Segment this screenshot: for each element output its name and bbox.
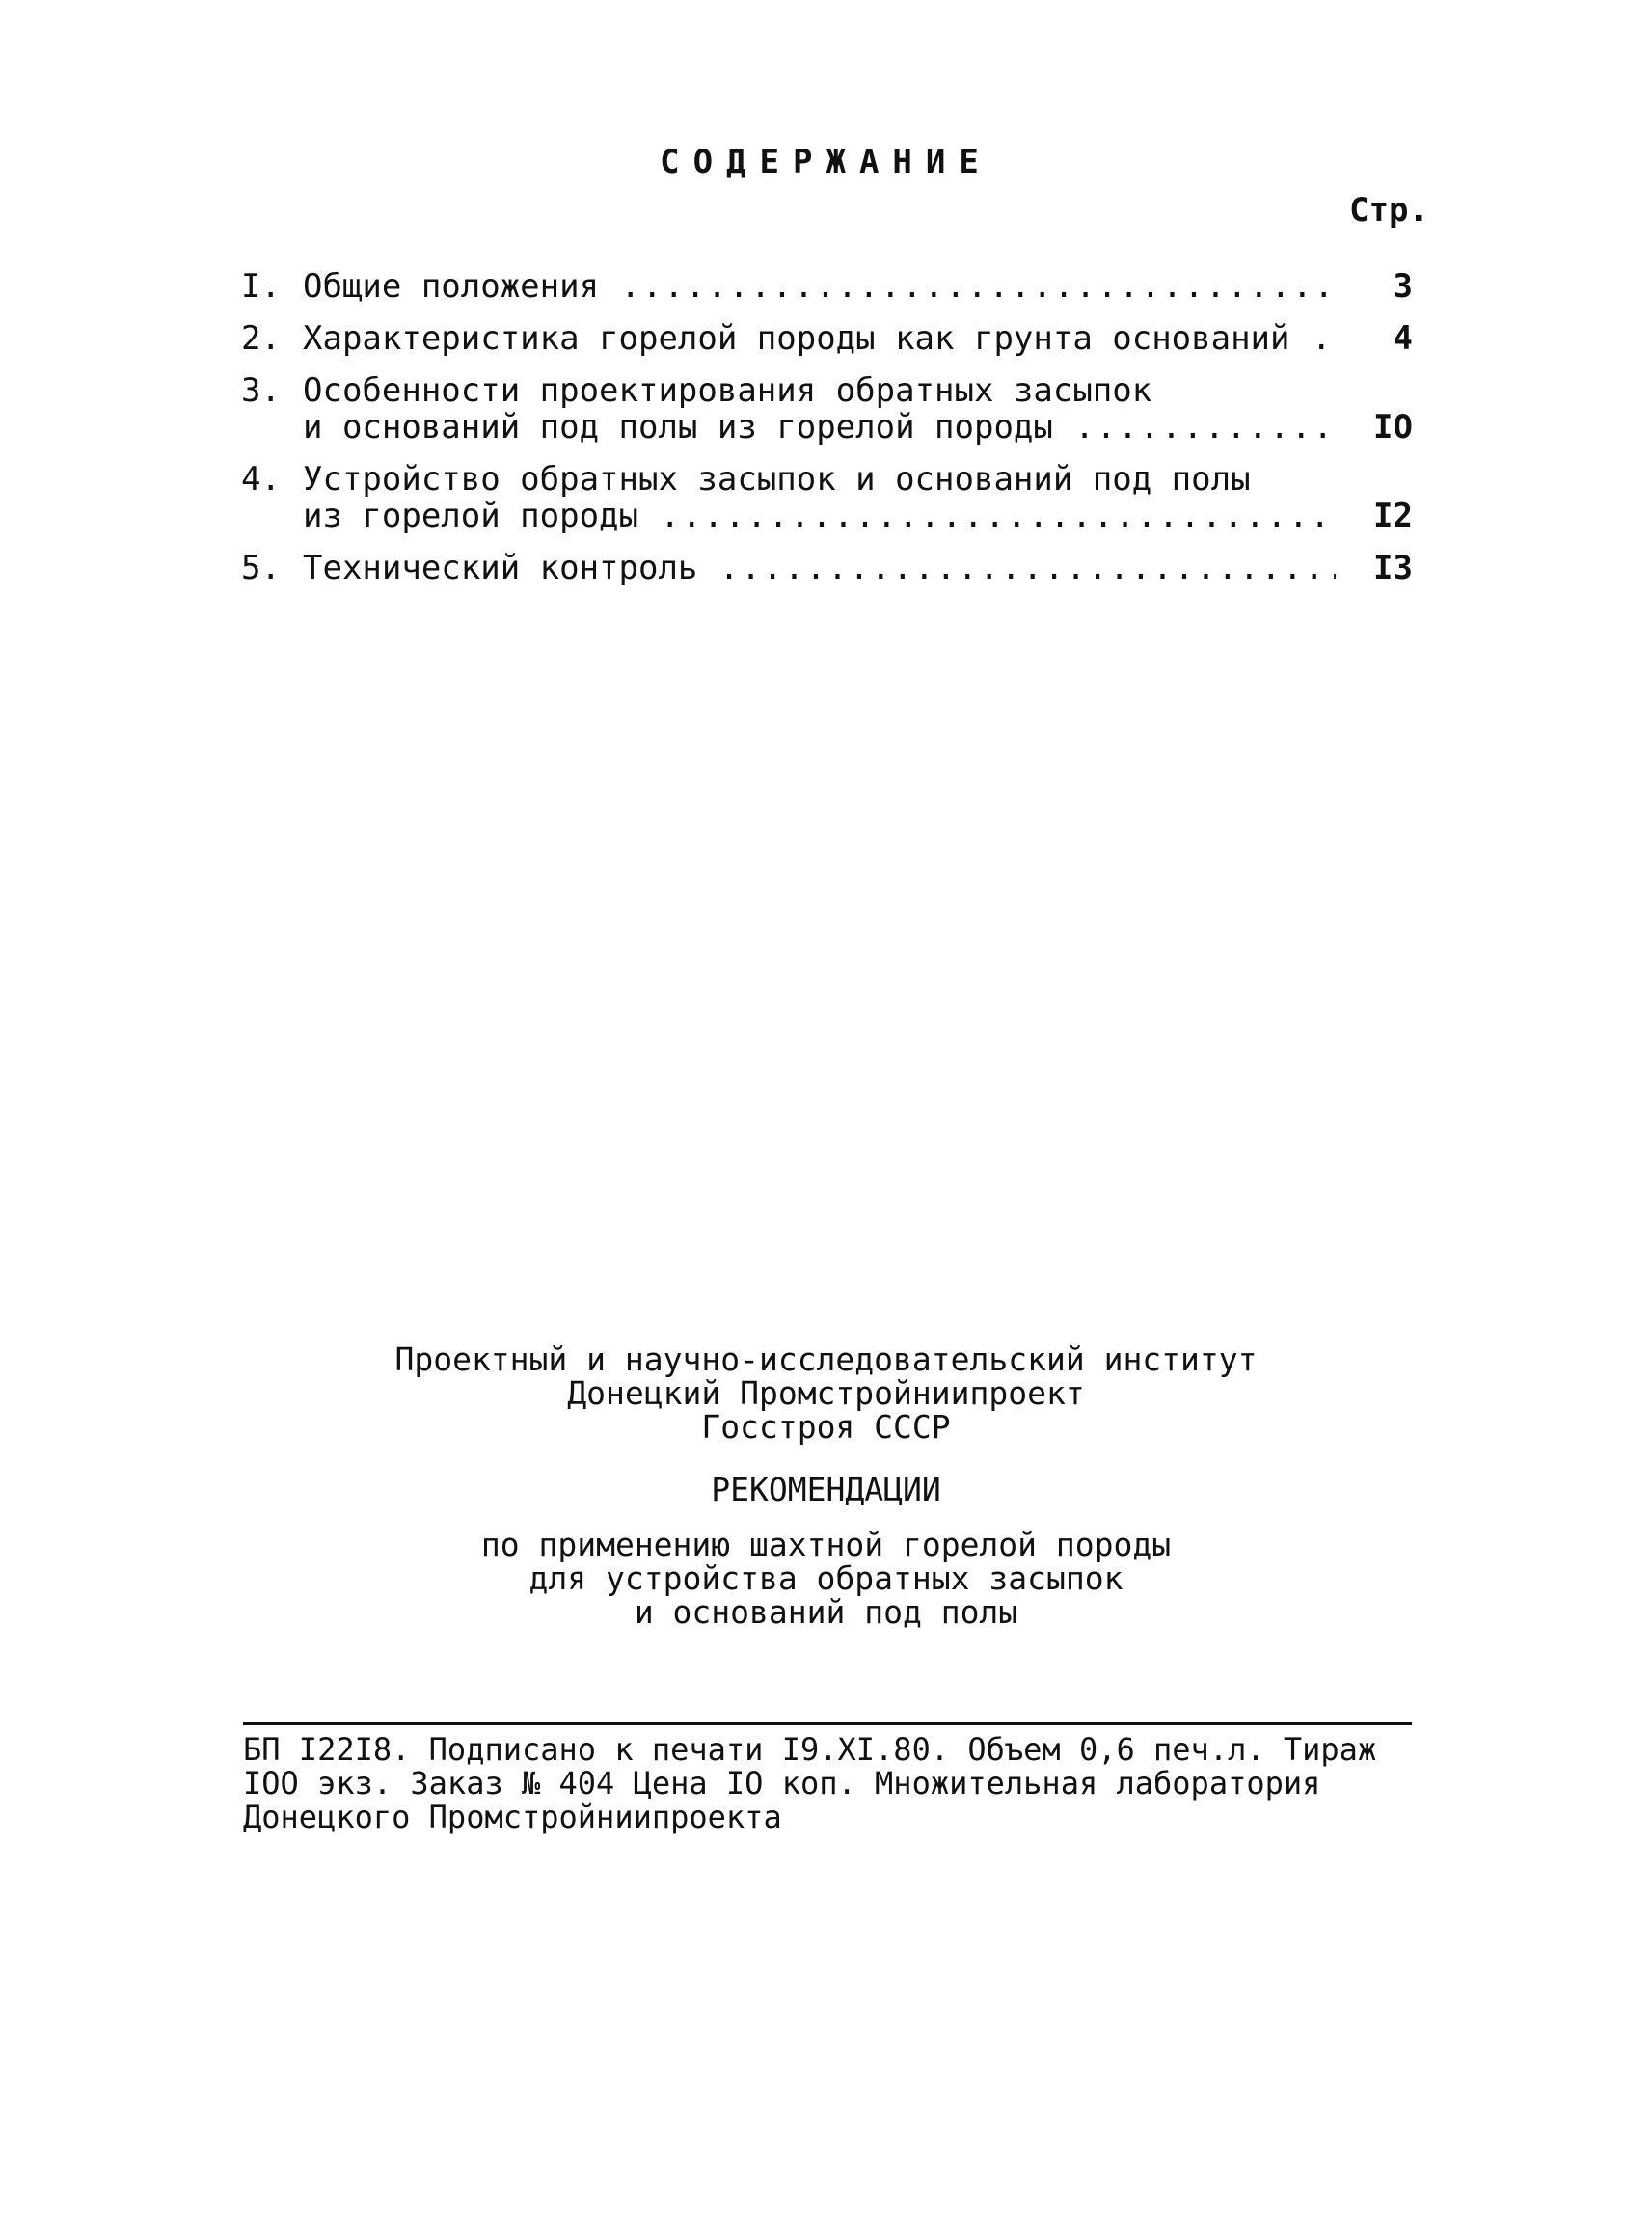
toc-entry-title: Особенности проектирования обратных засыпок: [303, 372, 1152, 409]
table-of-contents: [241, 268, 1413, 602]
toc-entry-title: Технический контроль .....: [303, 550, 1336, 586]
institute-line: Донецкий Промстройниипроект: [567, 1374, 1085, 1412]
colophon-line: БП I22I8. Подписано к печати I9.XI.80. Объем 0,6 печ.л. Тираж: [243, 1731, 1377, 1768]
subject-line: и оснований под полы: [634, 1593, 1018, 1631]
toc-entry-number: 3.: [241, 371, 281, 410]
toc-entry: [241, 461, 1413, 534]
contents-title: СОДЕРЖАНИЕ: [660, 143, 992, 181]
document-kind: РЕКОМЕНДАЦИИ: [711, 1471, 941, 1508]
toc-entry: [241, 320, 1413, 357]
toc-entry-number: 5.: [241, 549, 281, 587]
toc-entry: [241, 372, 1413, 446]
toc-entry-title-continued: из горелой породы .....: [303, 498, 1336, 534]
toc-entry-page: I3: [1373, 549, 1413, 587]
toc-entry-title-continued: и оснований под полы из горелой породы .....: [303, 409, 1336, 446]
toc-entry-page: 3: [1393, 267, 1413, 306]
toc-entry-number: 2.: [241, 319, 281, 358]
colophon: [243, 1722, 1412, 1834]
toc-entry-title: Устройство обратных засыпок и оснований под полы: [303, 461, 1251, 498]
toc-entry: [241, 268, 1413, 305]
toc-entry-page: 4: [1393, 319, 1413, 358]
toc-entry-page: IO: [1373, 408, 1413, 447]
colophon-line: IOO экз. Заказ № 404 Цена IO коп. Множительная лаборатория: [243, 1765, 1321, 1802]
subject-line: по применению шахтной горелой породы: [480, 1526, 1172, 1563]
toc-entry-title: Характеристика горелой породы как грунта оснований .....: [303, 320, 1336, 357]
toc-entry-number: 4.: [241, 460, 281, 499]
colophon-line: Донецкого Промстройниипроекта: [243, 1799, 782, 1835]
toc-entry: [241, 550, 1413, 586]
page-column-header: Стр.: [1349, 191, 1428, 230]
colophon-divider: [243, 1722, 1412, 1725]
imprint-block: [0, 1342, 1652, 1629]
subject-line: для устройства обратных засыпок: [528, 1559, 1124, 1597]
institute-line: Проектный и научно-исследовательский институт: [394, 1341, 1258, 1378]
toc-entry-number: I.: [241, 267, 281, 306]
toc-entry-page: I2: [1373, 497, 1413, 535]
toc-entry-title: Общие положения .....: [303, 268, 1336, 305]
institute-line: Госстроя СССР: [701, 1408, 951, 1446]
